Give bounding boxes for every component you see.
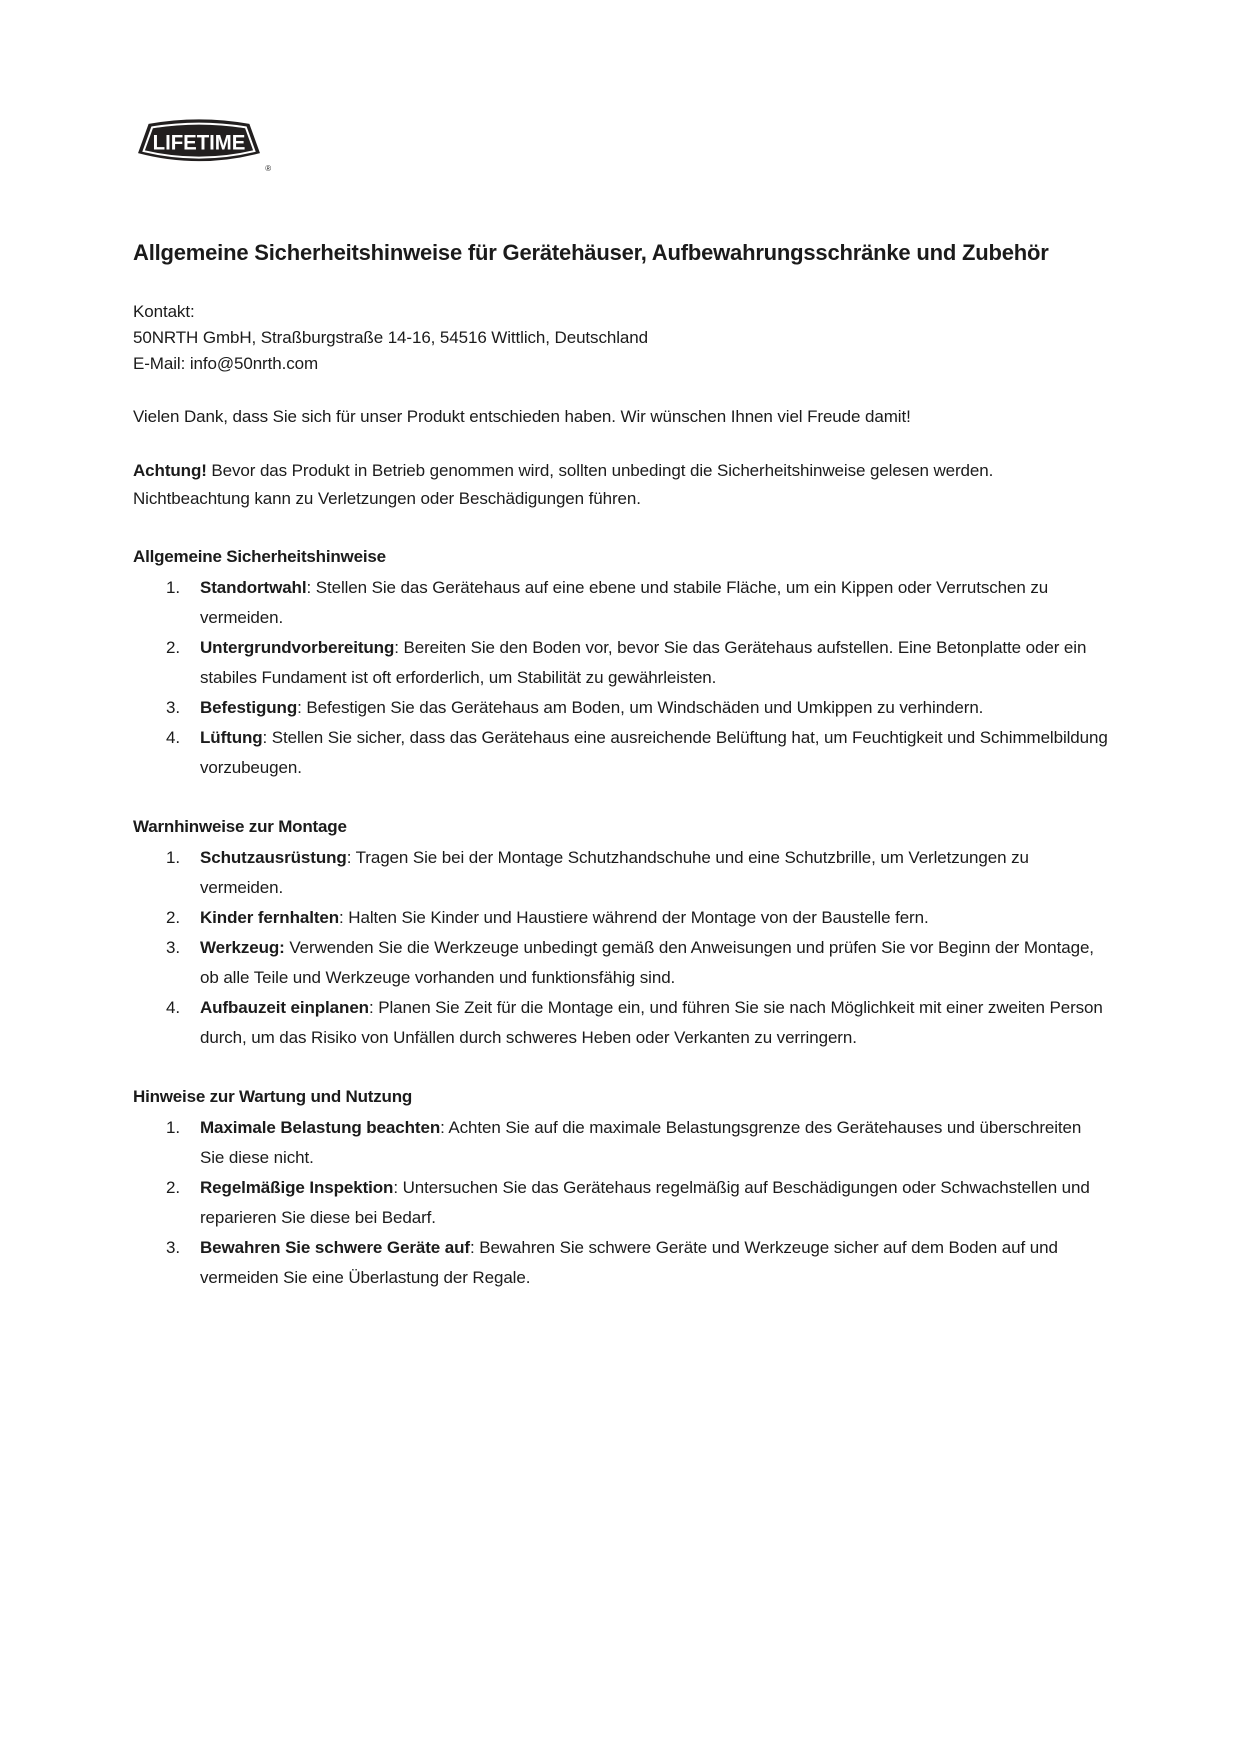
item-number: 3. bbox=[166, 938, 180, 957]
item-body: : Stellen Sie das Gerätehaus auf eine ebene und stabile Fläche, um ein Kippen oder Verrutschen zu vermeiden. bbox=[200, 578, 1049, 627]
item-body: Verwenden Sie die Werkzeuge unbedingt gemäß den Anweisungen und prüfen Sie vor Beginn der Montage, ob alle Teile und Werkzeuge vorhanden und funktionsfähig sind. bbox=[200, 938, 1094, 987]
list-item bbox=[133, 723, 1110, 783]
warning-label: Achtung! bbox=[133, 461, 207, 480]
list-item bbox=[133, 903, 1110, 933]
item-text bbox=[200, 933, 1110, 993]
item-text bbox=[200, 633, 1110, 693]
list-item bbox=[133, 1233, 1110, 1293]
item-number: 1. bbox=[166, 578, 180, 597]
thanks-paragraph: Vielen Dank, dass Sie sich für unser Produkt entschieden haben. Wir wünschen Ihnen viel Freude damit! bbox=[133, 407, 911, 426]
item-keyword: Befestigung bbox=[200, 698, 298, 717]
item-number: 2. bbox=[166, 638, 180, 657]
item-keyword: Untergrundvorbereitung bbox=[200, 638, 395, 657]
list-item bbox=[133, 993, 1110, 1053]
item-keyword: Bewahren Sie schwere Geräte auf bbox=[200, 1238, 470, 1257]
item-text bbox=[200, 1113, 1110, 1173]
item-body: : Planen Sie Zeit für die Montage ein, und führen Sie sie nach Möglichkeit mit einer zweiten Person durch, um das Risiko von Unfällen durch schweres Heben oder Verkanten zu verringern. bbox=[200, 998, 1103, 1047]
item-number: 2. bbox=[166, 1178, 180, 1197]
item-keyword: Lüftung bbox=[200, 728, 263, 747]
item-text bbox=[200, 723, 1110, 783]
list-wartung-nutzung bbox=[133, 1113, 1110, 1293]
list-item bbox=[133, 693, 1110, 723]
item-text bbox=[200, 573, 1110, 633]
item-number: 2. bbox=[166, 908, 180, 927]
item-number: 4. bbox=[166, 998, 180, 1017]
list-item bbox=[133, 843, 1110, 903]
contact-block bbox=[133, 299, 1110, 377]
item-text bbox=[200, 1173, 1110, 1233]
item-body: : Halten Sie Kinder und Haustiere während der Montage von der Baustelle fern. bbox=[339, 908, 929, 927]
lifetime-logo-text: LIFETIME bbox=[152, 131, 246, 155]
item-text bbox=[200, 993, 1110, 1053]
item-body: : Befestigen Sie das Gerätehaus am Boden, um Windschäden und Umkippen zu verhindern. bbox=[297, 698, 984, 717]
list-item bbox=[133, 1113, 1110, 1173]
item-text bbox=[200, 1233, 1110, 1293]
heading-wartung-nutzung: Hinweise zur Wartung und Nutzung bbox=[133, 1087, 413, 1106]
list-item bbox=[133, 933, 1110, 993]
item-body: : Untersuchen Sie das Gerätehaus regelmäßig auf Beschädigungen oder Schwachstellen und reparieren Sie diese bei Bedarf. bbox=[200, 1178, 1090, 1227]
item-keyword: Werkzeug: bbox=[200, 938, 285, 957]
contact-label: Kontakt: bbox=[133, 302, 195, 321]
item-text bbox=[200, 903, 929, 933]
document-title: Allgemeine Sicherheitshinweise für Gerätehäuser, Aufbewahrungsschränke und Zubehör bbox=[133, 240, 1049, 265]
heading-allgemeine-sicherheitshinweise: Allgemeine Sicherheitshinweise bbox=[133, 547, 386, 566]
item-keyword: Maximale Belastung beachten bbox=[200, 1118, 441, 1137]
item-number: 4. bbox=[166, 728, 180, 747]
item-keyword: Standortwahl bbox=[200, 578, 307, 597]
item-keyword: Kinder fernhalten bbox=[200, 908, 340, 927]
heading-warnhinweise-montage: Warnhinweise zur Montage bbox=[133, 817, 347, 836]
lifetime-logo-badge bbox=[133, 115, 265, 169]
item-number: 1. bbox=[166, 848, 180, 867]
list-warnhinweise-montage bbox=[133, 843, 1110, 1053]
item-body: : Achten Sie auf die maximale Belastungsgrenze des Gerätehauses und überschreiten Sie diese nicht. bbox=[200, 1118, 1082, 1167]
list-item bbox=[133, 633, 1110, 693]
lifetime-logo bbox=[133, 115, 271, 175]
item-keyword: Schutzausrüstung bbox=[200, 848, 347, 867]
item-body: : Stellen Sie sicher, dass das Gerätehaus eine ausreichende Belüftung hat, um Feuchtigkeit und Schimmelbildung vorzubeugen. bbox=[200, 728, 1108, 777]
item-text bbox=[200, 693, 983, 723]
item-number: 3. bbox=[166, 1238, 180, 1257]
item-number: 3. bbox=[166, 698, 180, 717]
warning-text: Bevor das Produkt in Betrieb genommen wird, sollten unbedingt die Sicherheitshinweise gelesen werden. Nichtbeachtung kann zu Verletzungen oder Beschädigungen führen. bbox=[133, 461, 994, 508]
contact-address-line: 50NRTH GmbH, Straßburgstraße 14-16, 54516 Wittlich, Deutschland bbox=[133, 328, 648, 347]
item-keyword: Regelmäßige Inspektion bbox=[200, 1178, 394, 1197]
item-body: : Bewahren Sie schwere Geräte und Werkzeuge sicher auf dem Boden auf und vermeiden Sie eine Überlastung der Regale. bbox=[200, 1238, 1058, 1287]
item-keyword: Aufbauzeit einplanen bbox=[200, 998, 369, 1017]
item-number: 1. bbox=[166, 1118, 180, 1137]
item-text bbox=[200, 843, 1110, 903]
list-item bbox=[133, 1173, 1110, 1233]
item-body: : Tragen Sie bei der Montage Schutzhandschuhe und eine Schutzbrille, um Verletzungen zu vermeiden. bbox=[200, 848, 1029, 897]
list-item bbox=[133, 573, 1110, 633]
warning-paragraph bbox=[133, 457, 1108, 513]
list-allgemeine-sicherheitshinweise bbox=[133, 573, 1110, 783]
trademark-symbol: ® bbox=[265, 164, 271, 173]
item-body: : Bereiten Sie den Boden vor, bevor Sie das Gerätehaus aufstellen. Eine Betonplatte oder ein stabiles Fundament ist oft erforderlich, um Stabilität zu gewährleisten. bbox=[200, 638, 1087, 687]
contact-email-line: E-Mail: info@50nrth.com bbox=[133, 354, 319, 373]
